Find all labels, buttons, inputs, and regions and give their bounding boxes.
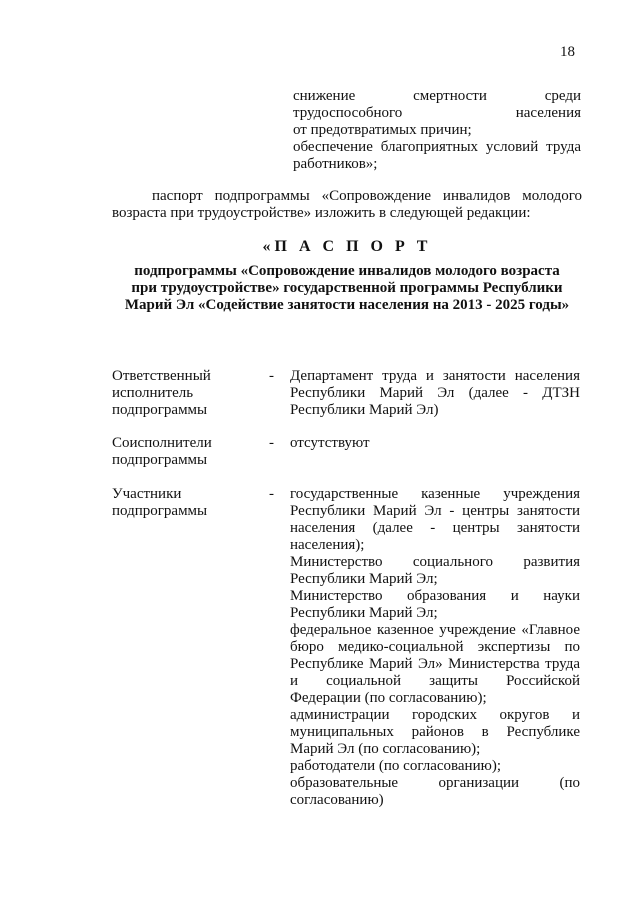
- intro-block: [293, 88, 581, 173]
- row-dash: -: [269, 486, 274, 502]
- participant-item: Министерство социального развития Республики Марий Эл;: [290, 554, 580, 587]
- intro-line: обеспечение благоприятных условий труда работников»;: [293, 139, 581, 172]
- row-label: Соисполнители подпрограммы: [112, 435, 212, 468]
- row-label: Ответственный исполнитель подпрограммы: [112, 368, 211, 418]
- row-value-wrap: [290, 368, 580, 419]
- row-value: Департамент труда и занятости населения Республики Марий Эл (далее - ДТЗН Республики Марий Эл): [290, 368, 580, 418]
- row-value-wrap: [290, 435, 580, 452]
- intro-line: от предотвратимых причин;: [293, 122, 472, 138]
- row-dash: -: [269, 368, 274, 384]
- participant-item: государственные казенные учреждения Республики Марий Эл - центры занятости населения (далее - центры занятости населения);: [290, 486, 580, 553]
- participant-item: образовательные организации (по согласованию): [290, 775, 580, 808]
- participant-item: администрации городских округов и муниципальных районов в Республике Марий Эл (по согласованию);: [290, 707, 580, 757]
- heading-line: при трудоустройстве» государственной программы Республики: [131, 280, 563, 296]
- participant-item: Министерство образования и науки Республики Марий Эл;: [290, 588, 580, 621]
- amendment-paragraph: паспорт подпрограммы «Сопровождение инвалидов молодого возраста при трудоустройстве» изложить в следующей редакции:: [112, 188, 582, 221]
- passport-heading: [112, 263, 582, 314]
- participant-item: работодатели (по согласованию);: [290, 758, 501, 774]
- participants-list: [290, 486, 580, 809]
- row-value: отсутствуют: [290, 435, 370, 451]
- heading-line: Марий Эл «Содействие занятости населения на 2013 - 2025 годы»: [124, 297, 570, 313]
- intro-line: снижение смертности среди трудоспособного населения: [293, 88, 581, 121]
- participant-item: федеральное казенное учреждение «Главное бюро медико-социальной экспертизы по Республике Марий Эл» Министерства труда и социальной защиты Российской Федерации (по согласованию);: [290, 622, 580, 706]
- row-label: Участники подпрограммы: [112, 486, 208, 519]
- heading-line: подпрограммы «Сопровождение инвалидов молодого возраста: [134, 263, 560, 279]
- passport-title: «П А С П О Р Т: [262, 238, 432, 255]
- row-dash: -: [269, 435, 274, 451]
- page-number: 18: [560, 44, 575, 60]
